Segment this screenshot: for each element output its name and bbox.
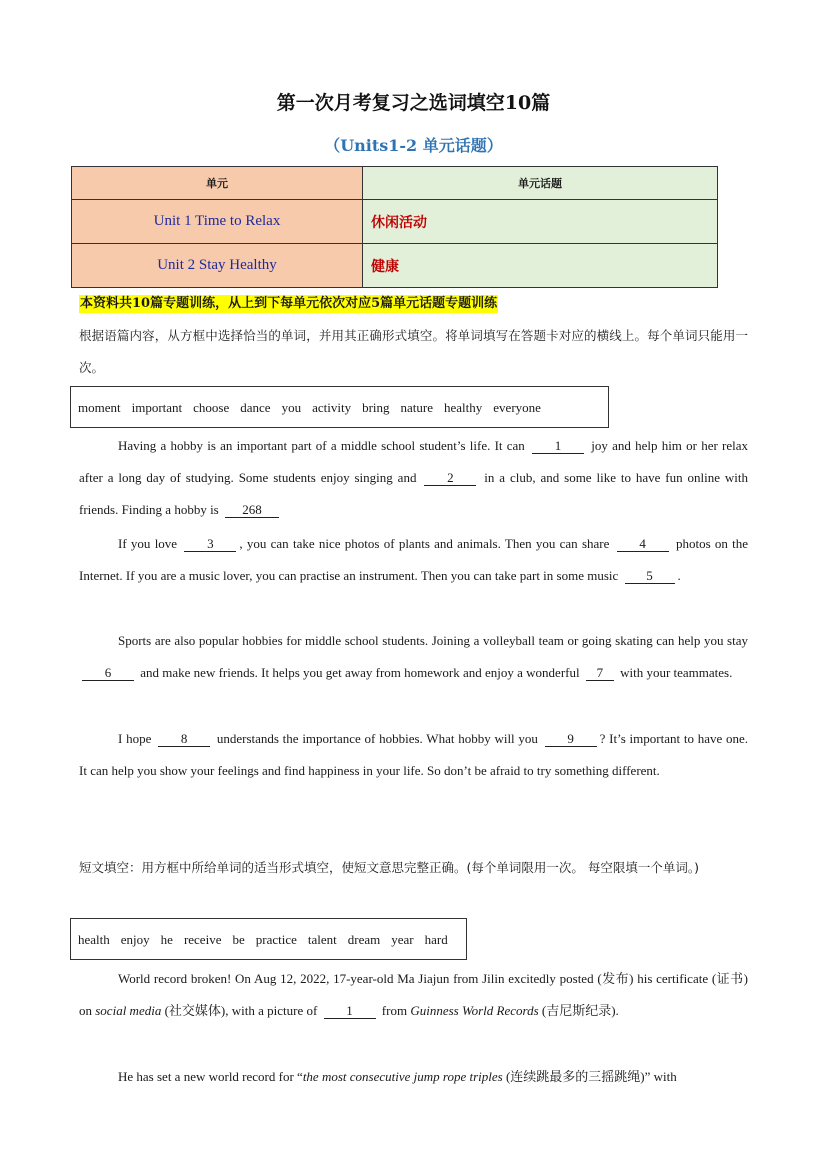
passage-text: ? It’s important to have one. It can help you show your feelings and find happiness in your life. So don’t be afraid to try something different.: [79, 731, 748, 778]
answer-blank-9[interactable]: 9: [545, 732, 597, 747]
passage-text: in a club, and some like to have fun online with friends. Finding a hobby is: [79, 470, 749, 517]
passage-text: World record broken! On Aug 12, 2022, 17-year-old Ma Jiajun from Jilin excitedly posted (发布) his certificate (证书) on: [79, 971, 748, 1018]
passage-text: photos on the Internet. If you are a music lover, you can practise an instrument. Then you can take part in some music: [79, 536, 749, 583]
passage2-paragraph-2: [79, 1061, 748, 1093]
table-row: [72, 244, 718, 288]
table-header-row: [72, 167, 718, 200]
passage-text: joy and help him or her relax after a long day of studying. Some students enjoy singing and: [79, 438, 749, 485]
passage-text: I hope: [118, 731, 152, 746]
passage-text: , you can take nice photos of plants and animals. Then you can share: [239, 536, 610, 551]
word-option: bring: [362, 400, 390, 415]
word-option: practice: [255, 932, 297, 947]
passage1-paragraph-4: [79, 723, 748, 787]
highlight-note: 本资料共10篇专题训练，从上到下每单元依次对应5篇单元话题专题训练: [80, 296, 498, 311]
table-cell-topic: 健康: [363, 244, 718, 288]
passage-text: If you love: [118, 536, 178, 551]
word-option: health: [78, 932, 110, 947]
passage-text-italic: Guinness World Records: [410, 1003, 539, 1018]
word-option: choose: [193, 400, 230, 415]
passage1-paragraph-3: [79, 625, 748, 689]
answer-blank-268[interactable]: 268: [225, 503, 279, 518]
passage-text: and make new friends. It helps you get away from homework and enjoy a wonderful: [140, 665, 580, 680]
passage-text: Sports are also popular hobbies for middle school students. Joining a volleyball team or going skating can help you stay: [118, 633, 748, 648]
passage2-paragraph-1: [79, 963, 748, 1027]
word-option: dance: [240, 400, 271, 415]
passage-text: with your teammates.: [620, 665, 733, 680]
word-option: enjoy: [120, 932, 150, 947]
passage-text: from: [381, 1003, 408, 1018]
answer-blank-5[interactable]: 5: [625, 569, 675, 584]
word-option: receive: [183, 932, 222, 947]
page-subtitle: （Units1-2 单元话题）: [324, 136, 503, 155]
page-title: 第一次月考复习之选词填空10篇: [276, 92, 551, 114]
passage1-paragraph-1: [79, 430, 748, 526]
passage-text: (吉尼斯纪录).: [541, 1003, 619, 1018]
passage-text: (社交媒体), with a picture of: [164, 1003, 318, 1018]
answer-blank-8[interactable]: 8: [158, 732, 210, 747]
answer-blank-3[interactable]: 3: [184, 537, 236, 552]
answer-blank-1[interactable]: 1: [324, 1004, 376, 1019]
answer-blank-6[interactable]: 6: [82, 666, 134, 681]
word-option: activity: [312, 400, 352, 415]
table-cell-topic: 休闲活动: [363, 200, 718, 244]
word-option: year: [391, 932, 414, 947]
table-header-topic: 单元话题: [363, 167, 718, 200]
word-box-1: [70, 386, 609, 428]
word-option: he: [160, 932, 173, 947]
table-cell-unit: Unit 2 Stay Healthy: [72, 244, 363, 288]
word-box-2: [70, 918, 467, 960]
word-option: important: [131, 400, 183, 415]
passage-text: understands the importance of hobbies. What hobby will you: [216, 731, 538, 746]
word-option: dream: [347, 932, 381, 947]
word-option: healthy: [444, 400, 483, 415]
passage-text: .: [677, 568, 681, 583]
word-option: hard: [424, 932, 448, 947]
word-option: you: [281, 400, 302, 415]
answer-blank-1[interactable]: 1: [532, 439, 584, 454]
passage-text: (连续跳最多的三摇跳绳)” with: [505, 1069, 677, 1084]
answer-blank-2[interactable]: 2: [424, 471, 476, 486]
table-row: [72, 200, 718, 244]
word-option: everyone: [493, 400, 541, 415]
answer-blank-7[interactable]: 7: [586, 666, 614, 681]
unit-topic-table: [71, 166, 718, 288]
passage-text-italic: social media: [95, 1003, 162, 1018]
passage-text-italic: the most consecutive jump rope triples: [302, 1069, 503, 1084]
section1-instruction: 根据语篇内容，从方框中选择恰当的单词，并用其正确形式填空。将单词填写在答题卡对应的横线上。每个单词只能用一次。: [79, 328, 748, 375]
table-header-unit: 单元: [72, 167, 363, 200]
answer-blank-4[interactable]: 4: [617, 537, 669, 552]
word-option: nature: [400, 400, 434, 415]
passage1-paragraph-2: [79, 528, 748, 592]
word-option: talent: [307, 932, 337, 947]
word-option: be: [232, 932, 245, 947]
table-cell-unit: Unit 1 Time to Relax: [72, 200, 363, 244]
section2-instruction: 短文填空：用方框中所给单词的适当形式填空，使短文意思完整正确。(每个单词限用一次。 每空限填一个单词。): [79, 860, 699, 875]
passage-text: Having a hobby is an important part of a middle school student’s life. It can: [118, 438, 525, 453]
word-option: moment: [78, 400, 121, 415]
passage-text: He has set a new world record for “: [118, 1069, 303, 1084]
